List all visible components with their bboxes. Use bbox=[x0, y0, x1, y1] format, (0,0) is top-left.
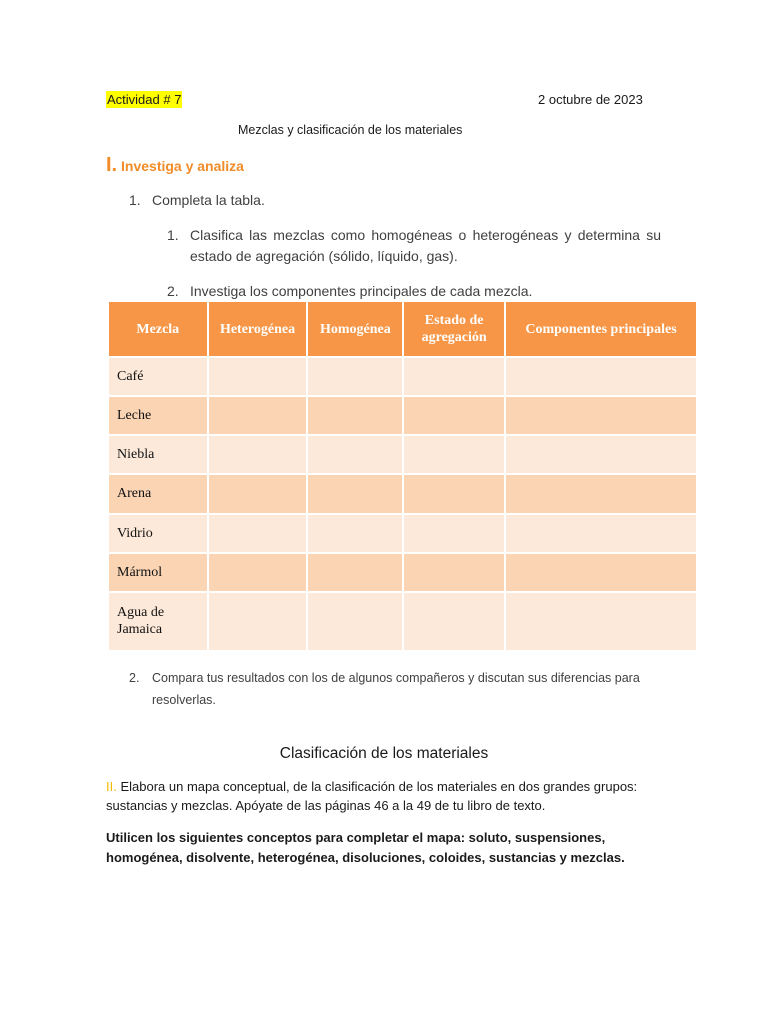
header-estado: Estado de agregación bbox=[403, 301, 505, 357]
heterogenea-cell[interactable] bbox=[208, 435, 308, 474]
list-item-number: 2. bbox=[129, 671, 140, 685]
heterogenea-cell[interactable] bbox=[208, 396, 308, 435]
date-label: 2 octubre de 2023 bbox=[538, 92, 643, 107]
homogenea-cell[interactable] bbox=[307, 553, 403, 592]
mixture-name: Niebla bbox=[108, 435, 208, 474]
sub-item-number: 2. bbox=[167, 283, 179, 299]
estado-cell[interactable] bbox=[403, 553, 505, 592]
estado-cell[interactable] bbox=[403, 474, 505, 513]
estado-cell[interactable] bbox=[403, 435, 505, 474]
header-mezcla: Mezcla bbox=[108, 301, 208, 357]
heterogenea-cell[interactable] bbox=[208, 514, 308, 553]
section-one-numeral: I. bbox=[106, 154, 118, 176]
document-subtitle: Mezclas y clasificación de los materiales bbox=[238, 123, 463, 137]
mixture-name: Café bbox=[108, 357, 208, 396]
estado-cell[interactable] bbox=[403, 592, 505, 651]
section-two-text: Elabora un mapa conceptual, de la clasificación de los materiales en dos grandes grupos: sustancias y mezclas. Apóyate de las páginas 46 a la 49 de tu libro de texto. bbox=[106, 779, 638, 813]
componentes-cell[interactable] bbox=[505, 592, 697, 651]
mixture-name: Mármol bbox=[108, 553, 208, 592]
table-row bbox=[108, 435, 697, 474]
concepts-instructions: Utilicen los siguientes conceptos para completar el mapa: soluto, suspensiones, homogénea, disolvente, heterogénea, disoluciones, coloides, sustancias y mezclas. bbox=[106, 830, 625, 865]
estado-cell[interactable] bbox=[403, 357, 505, 396]
estado-cell[interactable] bbox=[403, 396, 505, 435]
section-one-title: Investiga y analiza bbox=[121, 158, 244, 174]
componentes-cell[interactable] bbox=[505, 396, 697, 435]
table-row bbox=[108, 553, 697, 592]
estado-cell[interactable] bbox=[403, 514, 505, 553]
section-one-heading bbox=[106, 154, 244, 177]
table-row bbox=[108, 514, 697, 553]
list-item-compare bbox=[129, 667, 669, 711]
homogenea-cell[interactable] bbox=[307, 357, 403, 396]
mixture-name: Leche bbox=[108, 396, 208, 435]
heterogenea-cell[interactable] bbox=[208, 592, 308, 651]
componentes-cell[interactable] bbox=[505, 474, 697, 513]
mixture-name: Arena bbox=[108, 474, 208, 513]
homogenea-cell[interactable] bbox=[307, 514, 403, 553]
sub-item-text: Clasifica las mezclas como homogéneas o heterogéneas y determina su estado de agregación (sólido, líquido, gas). bbox=[190, 227, 661, 264]
homogenea-cell[interactable] bbox=[307, 435, 403, 474]
heterogenea-cell[interactable] bbox=[208, 474, 308, 513]
activity-label: Actividad # 7 bbox=[107, 92, 182, 107]
homogenea-cell[interactable] bbox=[307, 592, 403, 651]
homogenea-cell[interactable] bbox=[307, 474, 403, 513]
section-two-numeral: II. bbox=[106, 779, 117, 794]
header-componentes: Componentes principales bbox=[505, 301, 697, 357]
table-header-row bbox=[108, 301, 697, 357]
list-item-text: Compara tus resultados con los de algunos compañeros y discutan sus diferencias para resolverlas. bbox=[152, 671, 640, 707]
table-row bbox=[108, 474, 697, 513]
sub-item-text: Investiga los componentes principales de cada mezcla. bbox=[190, 283, 533, 299]
header-heterogenea: Heterogénea bbox=[208, 301, 308, 357]
section-two-paragraph bbox=[106, 777, 646, 815]
componentes-cell[interactable] bbox=[505, 553, 697, 592]
componentes-cell[interactable] bbox=[505, 435, 697, 474]
sub-item-classify bbox=[167, 225, 661, 267]
homogenea-cell[interactable] bbox=[307, 396, 403, 435]
heterogenea-cell[interactable] bbox=[208, 357, 308, 396]
mixtures-table bbox=[107, 300, 698, 652]
header-homogenea: Homogénea bbox=[307, 301, 403, 357]
componentes-cell[interactable] bbox=[505, 514, 697, 553]
list-item-text: Completa la tabla. bbox=[152, 192, 265, 208]
table-row bbox=[108, 396, 697, 435]
sub-item-number: 1. bbox=[167, 227, 179, 243]
componentes-cell[interactable] bbox=[505, 357, 697, 396]
section-two-heading: Clasificación de los materiales bbox=[279, 745, 489, 762]
heterogenea-cell[interactable] bbox=[208, 553, 308, 592]
mixture-name: Agua de Jamaica bbox=[108, 592, 208, 651]
table-row bbox=[108, 592, 697, 651]
list-item-number: 1. bbox=[129, 192, 141, 208]
mixture-name: Vidrio bbox=[108, 514, 208, 553]
table-row bbox=[108, 357, 697, 396]
